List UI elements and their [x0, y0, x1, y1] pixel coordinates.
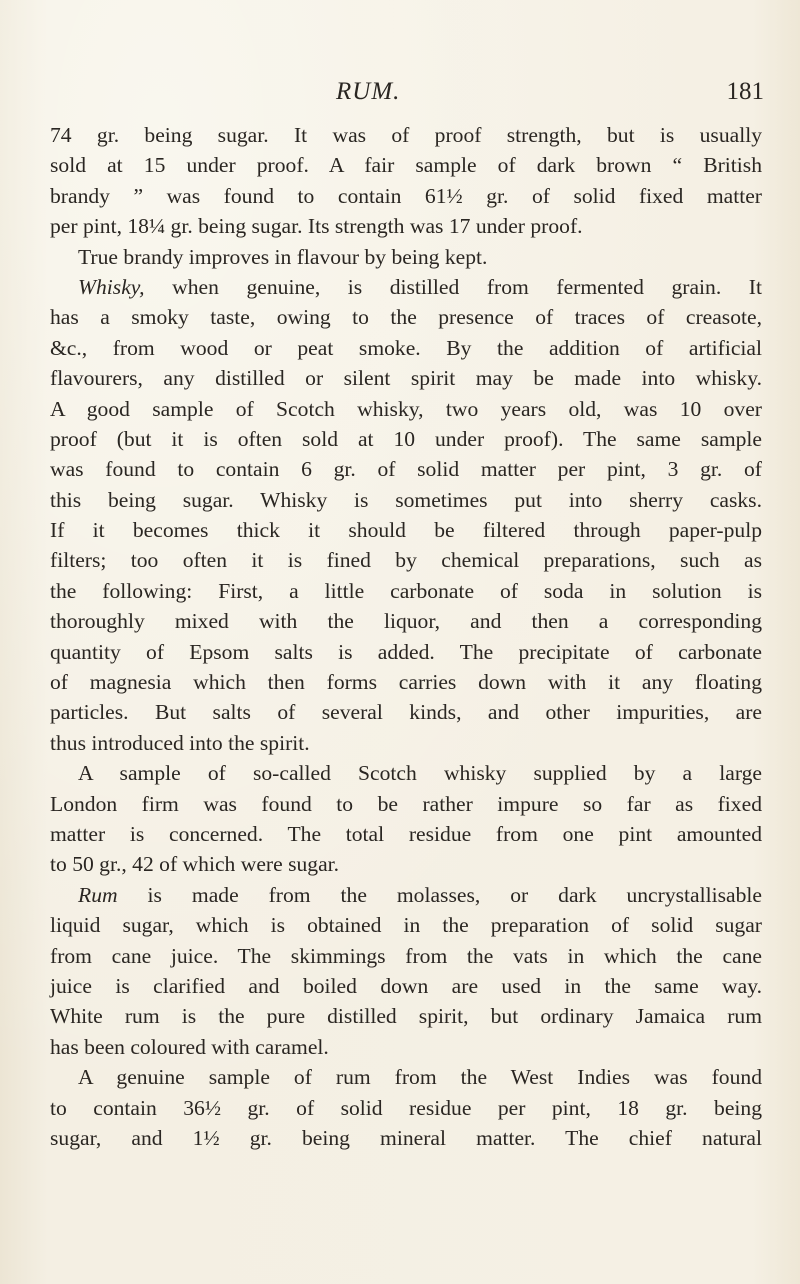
text-line: White rum is the pure distilled spirit, but ordinary Jamaica rum — [50, 1004, 762, 1029]
text-line: filters; too often it is fined by chemical preparations, such as — [50, 548, 762, 573]
text-line: brandy ” was found to contain 61½ gr. of solid fixed matter — [50, 183, 762, 208]
text-line: thus introduced into the spirit. — [50, 730, 310, 755]
text-line: quantity of Epsom salts is added. The precipitate of carbonate — [50, 639, 762, 664]
body-text — [50, 120, 762, 1153]
text-line: from cane juice. The skimmings from the vats in which the cane — [50, 943, 762, 968]
rum-heading: Rum — [78, 882, 118, 907]
text-line: particles. But salts of several kinds, and other impurities, are — [50, 700, 762, 725]
text-line: juice is clarified and boiled down are used in the same way. — [50, 973, 762, 998]
running-head-title: RUM. — [336, 78, 401, 105]
text-line: sugar, and 1½ gr. being mineral matter. The chief natural — [50, 1125, 762, 1150]
text-line: proof (but it is often sold at 10 under proof). The same sample — [50, 426, 762, 451]
text-line-rest: when genuine, is distilled from fermented grain. It — [144, 274, 762, 299]
text-line: the following: First, a little carbonate of soda in solution is — [50, 578, 762, 603]
text-line-rest: is made from the molasses, or dark uncrystallisable — [117, 882, 762, 907]
text-line: A genuine sample of rum from the West Indies was found — [78, 1065, 762, 1090]
text-line: London firm was found to be rather impure so far as fixed — [50, 791, 762, 816]
text-line-rum — [50, 880, 762, 910]
text-line: matter is concerned. The total residue from one pint amounted — [50, 821, 762, 846]
text-line: flavourers, any distilled or silent spirit may be made into whisky. — [50, 366, 762, 391]
text-line-whisky — [50, 272, 762, 302]
text-line: A sample of so-called Scotch whisky supplied by a large — [78, 761, 762, 786]
text-line: 74 gr. being sugar. It was of proof strength, but is usually — [50, 123, 762, 147]
text-line: to 50 gr., 42 of which were sugar. — [50, 852, 340, 877]
text-line: this being sugar. Whisky is sometimes put into sherry casks. — [50, 487, 762, 512]
text-line: to contain 36½ gr. of solid residue per pint, 18 gr. being — [50, 1095, 762, 1120]
text-line: sold at 15 under proof. A fair sample of dark brown “ British — [50, 153, 762, 178]
text-line: &c., from wood or peat smoke. By the addition of artificial — [50, 335, 762, 360]
text-line: If it becomes thick it should be filtered through paper-pulp — [50, 518, 762, 543]
text-line: has a smoky taste, owing to the presence of traces of creasote, — [50, 305, 762, 330]
text-line: has been coloured with caramel. — [50, 1034, 329, 1059]
text-line: was found to contain 6 gr. of solid matter per pint, 3 gr. of — [50, 457, 762, 482]
text-line: thoroughly mixed with the liquor, and then a corresponding — [50, 609, 762, 634]
text-line: of magnesia which then forms carries down with it any floating — [50, 670, 762, 695]
text-line: liquid sugar, which is obtained in the preparation of solid sugar — [50, 913, 762, 938]
whisky-heading: Whisky, — [78, 274, 145, 299]
page-number: 181 — [726, 78, 764, 105]
text-line: A good sample of Scotch whisky, two years old, was 10 over — [50, 396, 762, 421]
running-head — [0, 78, 800, 112]
text-line: per pint, 18¼ gr. being sugar. Its strength was 17 under proof. — [50, 214, 583, 239]
text-line: True brandy improves in flavour by being kept. — [78, 244, 488, 269]
